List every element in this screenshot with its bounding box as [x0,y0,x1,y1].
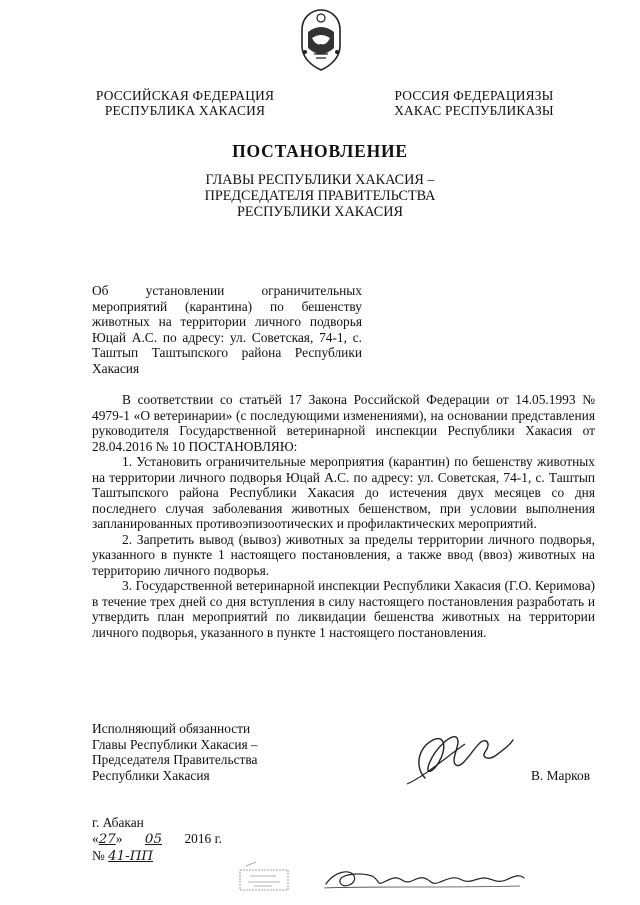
issuer-line1: ГЛАВЫ РЕСПУБЛИКИ ХАКАСИЯ – [205,172,435,188]
signatory-line3: Председателя Правительства [92,752,258,767]
document-issuer [0,172,640,220]
date-day: 27 [98,832,116,847]
signatory-line1: Исполняющий обязанности [92,721,251,736]
approval-signature [320,862,530,894]
header-left [90,88,280,118]
body-item-1: 1. Установить ограничительные мероприятия (карантин) по бешенству животных на территории личного подворья Юцай А.С. по адресу: ул. Советская, 74-1, с. Таштып Таштыпского района Республики Хакасия до истечения двух месяцев со дня последнего случая заболевания животных бешенством, при условии выполнения запланированных противоэпизоотических и профилактических мероприятий. [92,454,595,531]
number-prefix: № [92,848,105,863]
document-subject: Об установлении ограничительных мероприятий (карантина) по бешенству животных на территории личного подворья Юцай А.С. по адресу: ул. Советская, 74-1, с. Таштып Таштыпского района Республики Хакасия [92,283,362,376]
registration-stamp [236,858,292,892]
header-right [380,88,568,118]
document-type: ПОСТАНОВЛЕНИЕ [232,141,408,161]
document-number [92,848,153,865]
header-left-line2: РЕСПУБЛИКА ХАКАСИЯ [104,103,266,118]
header-left-line1: РОССИЙСКАЯ ФЕДЕРАЦИЯ [95,88,275,103]
header-right-line2: ХАКАС РЕСПУБЛИКАЗЫ [394,103,554,118]
body-preamble: В соответствии со статьёй 17 Закона Российской Федерации от 14.05.1993 № 4979-1 «О ветеринарии» (с последующими изменениями), на основании представления руководителя Государственной ветеринарной инспекции Республики Хакасия от 28.04.2016 № 10 ПОСТАНОВЛЯЮ: [92,392,595,454]
signatory-line4: Республики Хакасия [92,767,210,783]
signatory-line2: Главы Республики Хакасия – [92,736,258,752]
date-month: 05 [144,832,162,847]
date-year: 2016 г. [184,831,222,846]
coat-of-arms-emblem [296,8,346,72]
number-value: 41-ПП [108,849,154,864]
signatory-name: В. Марков [531,768,591,783]
body-item-2: 2. Запретить вывод (вывоз) животных за пределы территории личного подворья, указанного в пункте 1 настоящего постановления, а также ввод (ввоз) животных на территорию личного подворья. [92,531,595,578]
handwritten-signature [395,718,525,790]
date-close-quote: » [115,831,123,846]
body-item-3: 3. Государственной ветеринарной инспекции Республики Хакасия (Г.О. Керимова) в течение трех дней со дня вступления в силу настоящего постановления разработать и утвердить план мероприятий по ликвидации бешенства животных на территории личного подворья, указанного в пункте 1 настоящего постановления. [92,578,595,640]
issuer-line3: РЕСПУБЛИКИ ХАКАСИЯ [237,204,403,220]
issue-date [92,831,222,848]
document-body [92,392,595,640]
date-open-quote: « [92,831,99,846]
header-right-line1: РОССИЯ ФЕДЕРАЦИЯЗЫ [394,88,554,103]
signatory-title [92,721,322,783]
issuer-line2: ПРЕДСЕДАТЕЛЯ ПРАВИТЕЛЬСТВА [204,188,436,204]
place-of-issue: г. Абакан [92,815,144,830]
